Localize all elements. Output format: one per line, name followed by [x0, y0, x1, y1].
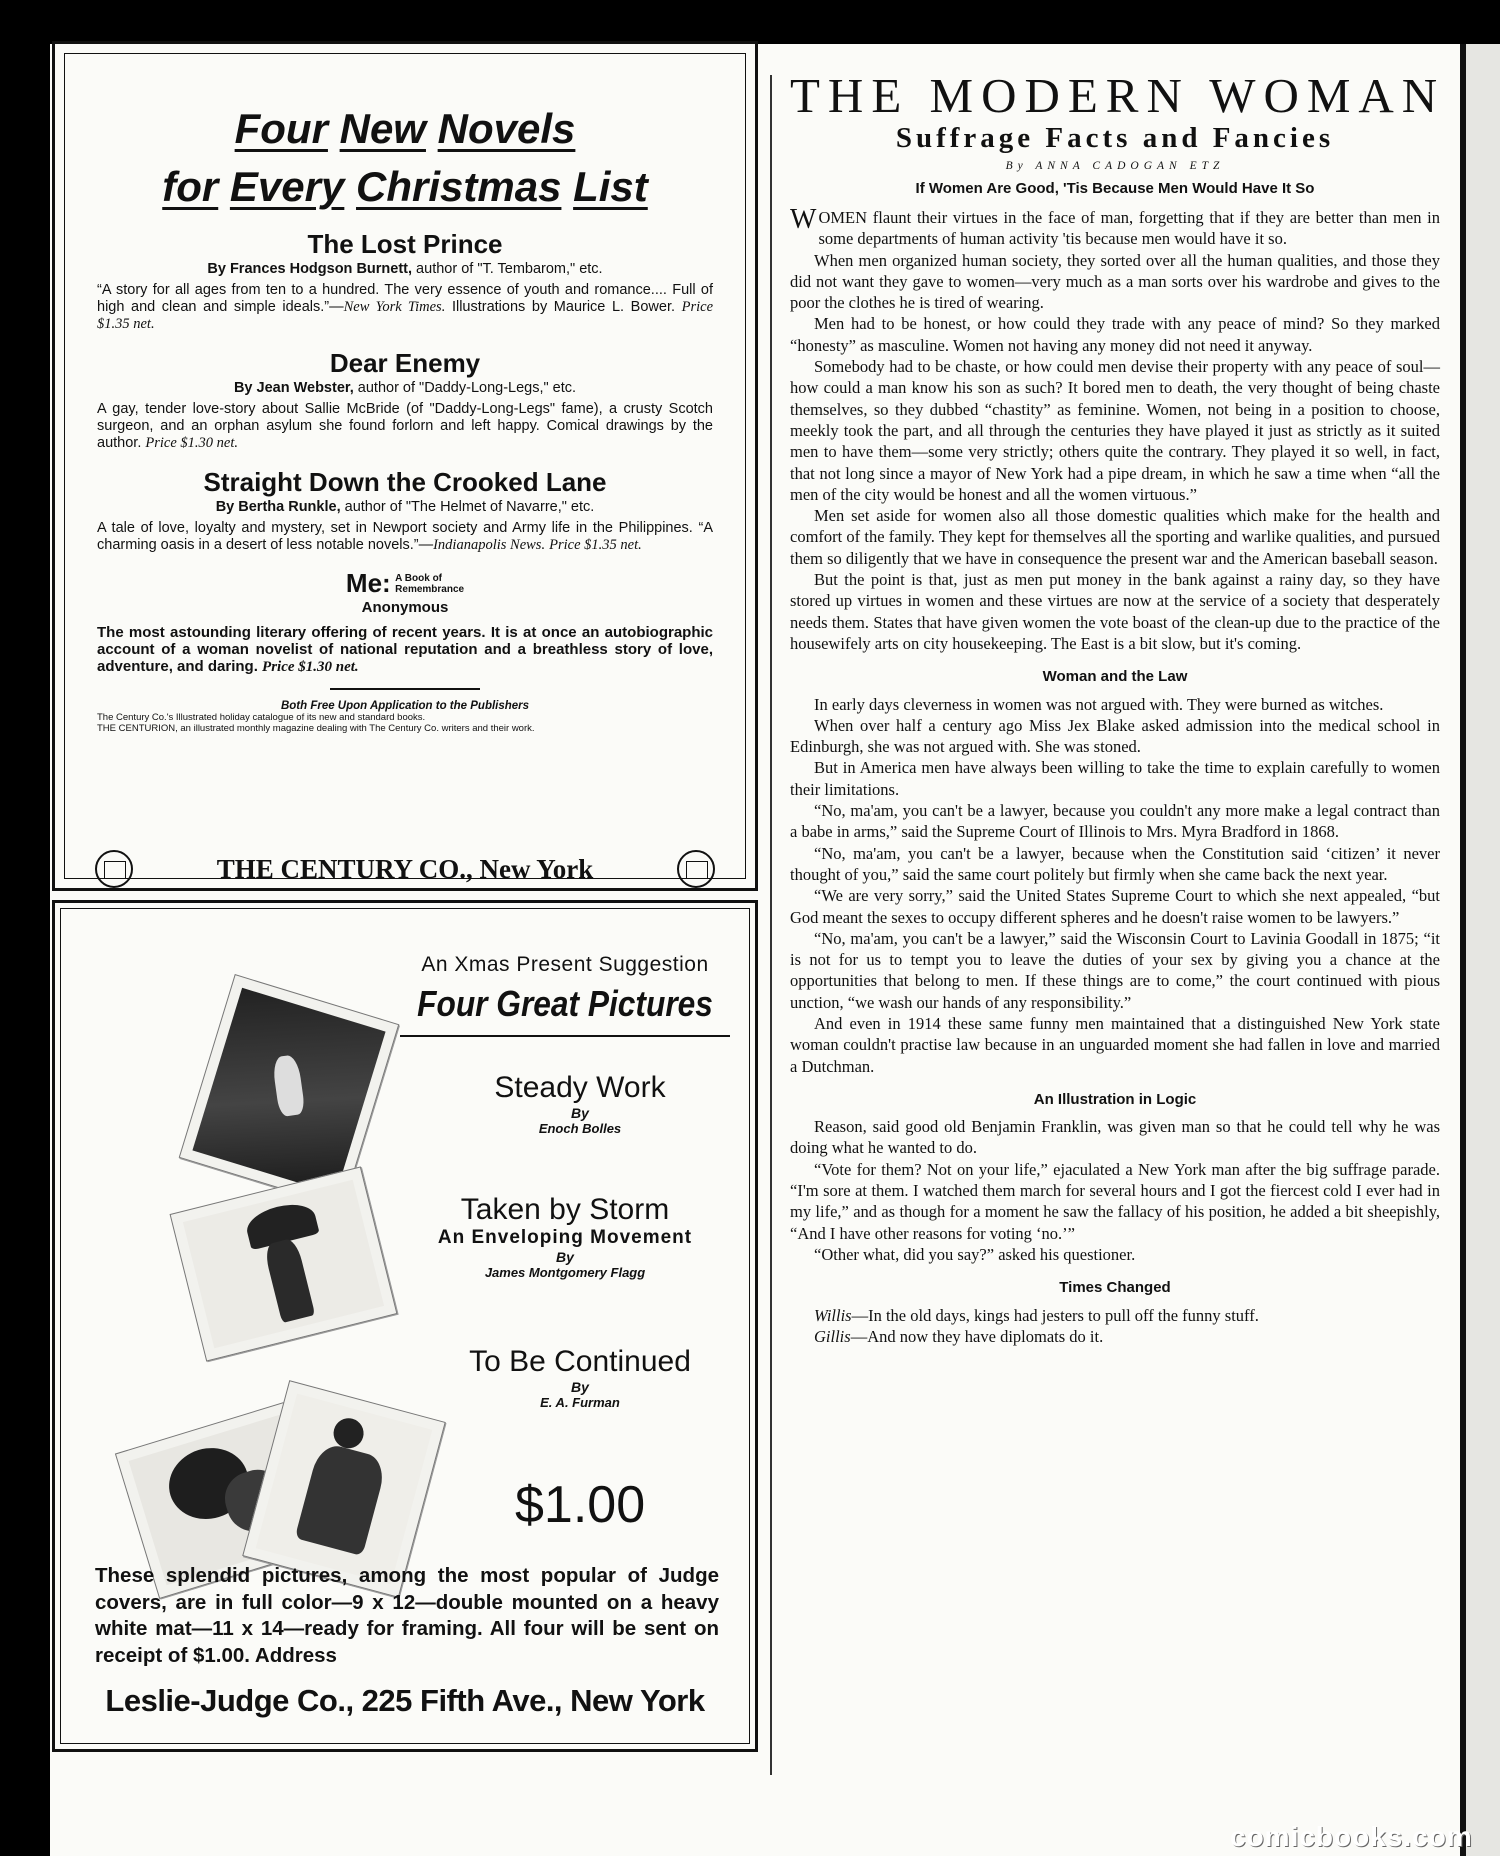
- speaker-name: Gillis: [814, 1326, 851, 1346]
- headline-word: Novels: [437, 105, 576, 152]
- picture-by: By: [556, 1249, 574, 1265]
- article-paragraph: When over half a century ago Miss Jex Blake asked admission into the medical school in Edinburgh, she was not argued with. She was stoned.: [790, 715, 1440, 757]
- article-byline: By ANNA CADOGAN ETZ: [1005, 160, 1225, 172]
- dialogue-text: —In the old days, kings had jesters to pull off the funny stuff.: [851, 1305, 1259, 1325]
- judge-address: Leslie-Judge Co., 225 Fifth Ave., New York: [105, 1683, 705, 1718]
- headline-rule: [400, 1035, 730, 1037]
- facing-page-edge: [1460, 44, 1500, 1856]
- me-title-line: [65, 568, 745, 599]
- article-paragraph: But in America men have always been willing to take the time to explain carefully to women their limitations.: [790, 758, 1440, 799]
- book-author-line: [65, 260, 745, 278]
- picture-title: Taken by Storm: [460, 1193, 670, 1226]
- book-blurb: [65, 520, 745, 554]
- suggestion-line: An Xmas Present Suggestion: [421, 953, 709, 976]
- book-price: Price $1.30 net.: [262, 659, 359, 675]
- book-author-note: author of "T. Tembarom," etc.: [412, 261, 603, 277]
- picture-subtitle: An Enveloping Movement: [437, 1227, 693, 1248]
- article-paragraph: “No, ma'am, you can't be a lawyer,” said the Wisconsin Court to Lavinia Goodall in 1875; “it is not for us to tempt you to leave the duties of your sex by giving you a chance at the opportunities that belong to men. If these things are to come,” the court continued with pious unction, “we wash our hands of any responsibility.”: [790, 928, 1440, 1012]
- picture-author: E. A. Furman: [540, 1395, 620, 1410]
- book-title: Straight Down the Crooked Lane: [203, 467, 607, 497]
- century-ad: [52, 41, 758, 891]
- blurb-text: The most astounding literary offering of recent years. It is at once an autobiographic account of a woman novelist of national reputation and a breathless story of love, adventure, and daring.: [97, 624, 713, 675]
- article-paragraph: “We are very sorry,” said the United States Supreme Court to which she next appealed, “but God meant the sexes to occupy different spheres and he doesn't raise women to be lawyers.”: [790, 886, 1440, 927]
- me-subtitle: [395, 573, 464, 595]
- book-entry-lost-prince: [65, 228, 745, 333]
- section-heading: Times Changed: [1059, 1279, 1171, 1297]
- book-price: Price $1.35 net.: [549, 537, 642, 553]
- picture-title-block: [400, 1193, 730, 1280]
- picture-by: By: [571, 1379, 589, 1395]
- site-watermark: comicbooks.com: [1230, 1821, 1473, 1852]
- dialogue-text: —And now they have diplomats do it.: [850, 1326, 1104, 1346]
- book-entry-dear-enemy: [65, 347, 745, 452]
- article-paragraph: And even in 1914 these same funny men maintained that a distinguished New York state woman couldn't practise law because in an unguarded moment she had fallen in love and married a Dutchman.: [790, 1013, 1440, 1076]
- book-blurb: [65, 401, 745, 452]
- publisher-name: THE CENTURY CO., New York: [216, 854, 594, 884]
- picture-title: Steady Work: [494, 1071, 666, 1104]
- headline-word: for: [162, 163, 219, 210]
- book-author-note: author of "Daddy-Long-Legs," etc.: [353, 380, 577, 396]
- article-body: [790, 204, 1440, 1347]
- blurb-source: Indianapolis News.: [433, 537, 546, 553]
- book-entry-crooked-lane: [65, 466, 745, 554]
- article-paragraph: Men had to be honest, or how could they trade with any peace of mind? So they marked “honesty” as masculine. Women not having any money did not need it anyway.: [790, 314, 1440, 355]
- blurb-extra: Illustrations by Maurice L. Bower.: [445, 299, 682, 315]
- speaker-name: Willis: [814, 1305, 852, 1325]
- article-paragraph: But the point is that, just as men put money in the bank against a rainy day, so they have stored up virtues in women and these virtues are now at the service of a society that desperately needs them. States that have given women the vote boast of the clean-up due to the practice of the housewifely arts on city housekeeping. The East is a bit slow, but it's coming.: [790, 570, 1440, 653]
- book-author-line: [65, 379, 745, 397]
- book-price: Price $1.35 net.: [97, 299, 714, 332]
- picture-title-block: [455, 1071, 705, 1136]
- century-ad-inner-border: [64, 53, 746, 884]
- picture-author: Enoch Bolles: [538, 1121, 622, 1136]
- article-title: THE MODERN WOMAN: [790, 68, 1446, 123]
- blurb-text: A gay, tender love-story about Sallie McBride (of "Daddy-Long-Legs" fame), a crusty Scotch surgeon, and an orphan asylum she found forlorn and left happy. Comical drawings by the author.: [97, 401, 713, 451]
- paragraph-text: OMEN flaunt their virtues in the face of man, forgetting that if they are better than men in some departments of human activity 'tis because men would have it so.: [818, 208, 1440, 249]
- book-author: By Frances Hodgson Burnett,: [207, 261, 413, 277]
- dialogue-line: [790, 1305, 1440, 1326]
- article-paragraph: Somebody had to be chaste, or how could men devise their property with any peace of soul—how could a man know his son as such? It bored men to death, the very thought of being chaste themselves, so they dubbed “chastity” as feminine. Women, not being in a position to choose, meekly took the part, and all through the centuries they have played it just as strictly as it suited men to have them—some very strictly; others quite the contrary. They played it so well, in fact, that not long since a mayor of New York had a pipe dream, in which he saw a time when “all the men of the city would be honest and all the women virtuous.”: [790, 357, 1440, 504]
- picture-author: James Montgomery Flagg: [484, 1265, 646, 1280]
- article-paragraph: [790, 204, 1440, 250]
- judge-headline: Four Great Pictures: [417, 983, 713, 1024]
- article-paragraph: In early days cleverness in women was not argued with. They were burned as witches.: [814, 694, 1384, 714]
- book-author-note: author of "The Helmet of Navarre," etc.: [340, 499, 595, 515]
- century-seal-icon: [677, 850, 715, 888]
- me-blurb: [65, 624, 745, 676]
- section-heading: An Illustration in Logic: [1033, 1090, 1197, 1108]
- century-ad-headline: [65, 100, 745, 216]
- judge-price: $1.00: [515, 1476, 646, 1534]
- me-subtitle-1: A Book of: [395, 572, 443, 584]
- article-paragraph: “No, ma'am, you can't be a lawyer, because you couldn't any more make a legal contract than a babe in arms,” said the Supreme Court of Illinois to Mrs. Myra Bradford in 1868.: [790, 801, 1440, 842]
- divider-rule: [330, 688, 480, 690]
- article-paragraph: “Other what, did you say?” asked his questioner.: [814, 1244, 1136, 1264]
- me-subtitle-2: Remembrance: [395, 583, 465, 595]
- me-author: Anonymous: [361, 599, 449, 616]
- judge-body-text: These splendid pictures, among the most popular of Judge covers, are in full color—9 x 12—double mounted on a heavy white mat—11 x 14—ready for framing. All four will be sent on receipt of $1.00. Address: [95, 1564, 719, 1667]
- headline-word: New: [339, 105, 426, 152]
- article-paragraph: When men organized human society, they sorted over all the human qualities, and those they did not want they gave to women—very much as a man sorts over his wardrobe and gives to the poor the clothes he is tired of wearing.: [790, 250, 1440, 313]
- article-paragraph: Men set aside for women also all those domestic qualities which make for the health and comfort of the family. They kept for themselves all the sporting and warlike qualities, and pursued them so diligently that we have in consequence the present war and the American baseball season.: [790, 506, 1440, 568]
- headline-word: Four: [234, 105, 328, 152]
- headline-word: Every: [229, 163, 345, 210]
- blurb-source: New York Times.: [343, 299, 446, 315]
- book-title: The Lost Prince: [307, 229, 503, 259]
- book-title: Dear Enemy: [329, 348, 481, 378]
- picture-title: To Be Continued: [469, 1345, 691, 1378]
- book-author-line: [65, 498, 745, 516]
- headline-word: Christmas: [356, 163, 562, 210]
- book-author: By Jean Webster,: [233, 380, 354, 396]
- blurb-text: “A story for all ages from ten to a hundred. The very essence of youth and romance.... Full of high and clean and simple ideals.”—: [97, 282, 713, 315]
- book-entry-me: [65, 568, 745, 676]
- article-paragraph: “No, ma'am, you can't be a lawyer, because when the Constitution said ‘citizen’ it never thought of you,” said the same court politely but firmly when she came back the next year.: [790, 843, 1440, 884]
- me-title: Me:: [345, 568, 391, 598]
- book-price: Price $1.30 net.: [145, 435, 238, 451]
- picture-by: By: [571, 1105, 589, 1121]
- column-divider: [770, 75, 772, 1775]
- dialogue-line: [790, 1326, 1440, 1347]
- drop-cap: W: [790, 204, 817, 235]
- picture-title-block: [430, 1345, 730, 1410]
- section-heading: Woman and the Law: [1042, 668, 1188, 686]
- headline-word: List: [573, 163, 648, 210]
- free-offer-heading: Both Free Upon Application to the Publishers: [280, 700, 530, 712]
- article: [790, 68, 1446, 1347]
- article-kicker: If Women Are Good, 'Tis Because Men Would Have It So: [915, 180, 1315, 197]
- book-author: By Bertha Runkle,: [215, 499, 341, 515]
- free-offer-line-1: The Century Co.'s Illustrated holiday catalogue of its new and standard books.: [97, 712, 426, 723]
- article-subtitle: Suffrage Facts and Fancies: [895, 122, 1335, 154]
- article-paragraph: “Vote for them? Not on your life,” ejaculated a New York man after the big suffrage parade. “I'm sore at them. I watched them march for several hours and I got the fiercest cold I ever had in my life,” and as though for a moment he saw the fallacy of his position, he added a bit sheepishly, “And I have other reasons for voting ‘no.’”: [790, 1159, 1440, 1243]
- free-offer-line-2: THE CENTURION, an illustrated monthly magazine dealing with The Century Co. writers and their work.: [97, 723, 535, 734]
- blurb-text: A tale of love, loyalty and mystery, set in Newport society and Army life in the Philippines. “A charming oasis in a desert of less notable novels.”—: [97, 520, 713, 553]
- book-blurb: [65, 282, 745, 333]
- judge-ad: [52, 900, 758, 1752]
- article-paragraph: Reason, said good old Benjamin Franklin, was given man so that he could tell why he was doing what he wanted to do.: [790, 1117, 1440, 1158]
